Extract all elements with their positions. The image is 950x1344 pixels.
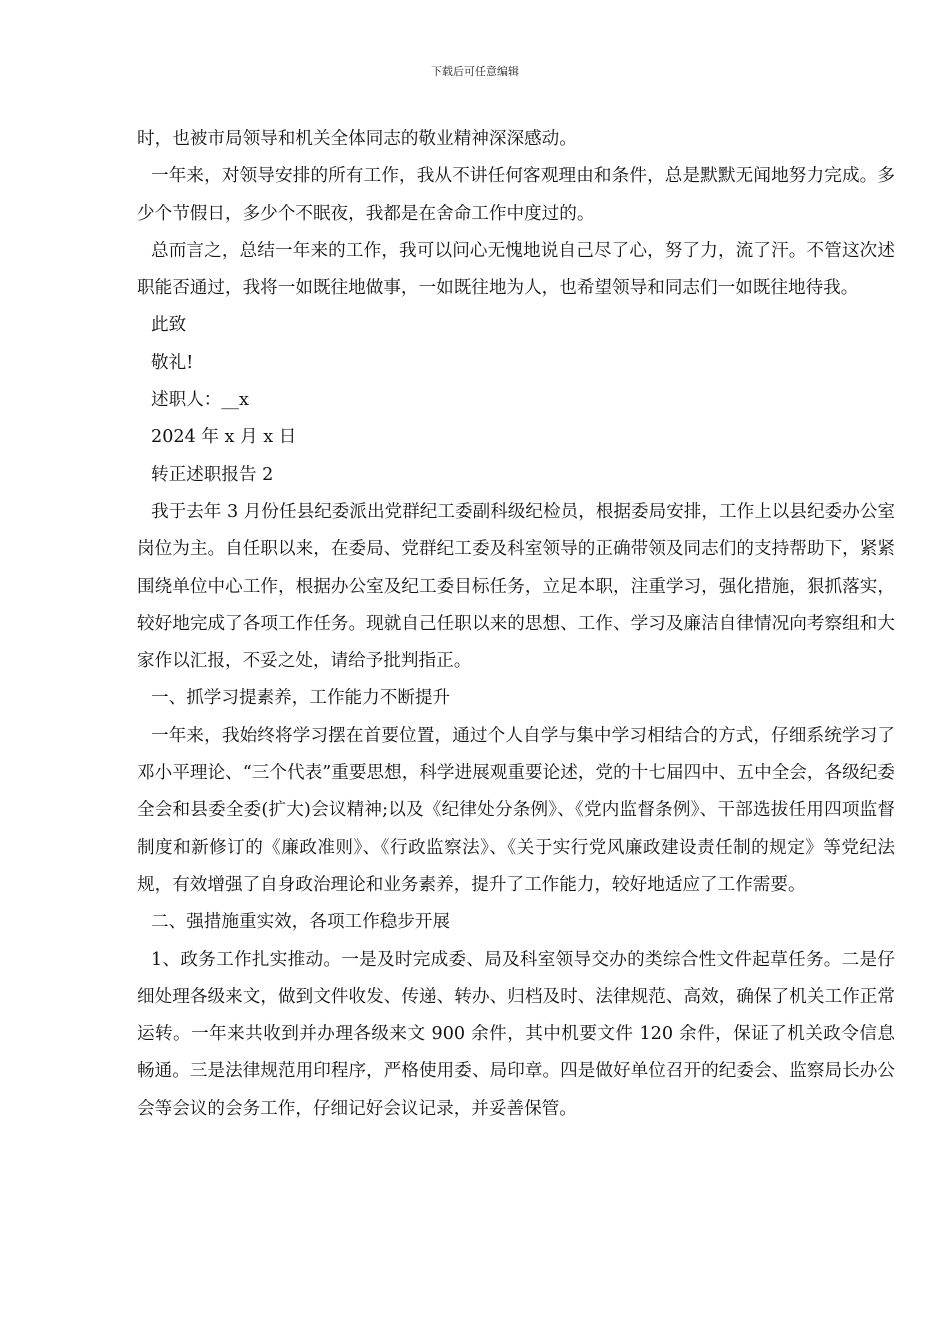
salutation: 敬礼! xyxy=(151,352,194,373)
document-body xyxy=(137,121,895,1128)
heading: 一、抓学习提素养，工作能力不断提升 xyxy=(151,688,451,709)
paragraph: 一年来，我始终将学习摆在首要位置，通过个人自学与集中学习相结合的方式，仔细系统学习了邓小平理论、“三个代表”重要思想，科学进展观重要论述，党的十七届四中、五中全会，各级纪委全会和县委全委(扩大)会议精神;以及《纪律处分条例》、《党内监督条例》、干部选拔任用四项监督制度和新修订的《廉政准则》、《行政监察法》、《关于实行党风廉政建设责任制的规定》等党纪法规，有效增强了自身政治理论和业务素养，提升了工作能力，较好地适应了工作需要。 xyxy=(137,725,895,895)
heading: 二、强措施重实效，各项工作稳步开展 xyxy=(151,912,451,933)
salutation: 此致 xyxy=(151,315,187,336)
date-line: 2024 年 x 月 x 日 xyxy=(151,427,297,448)
section-title: 转正述职报告 2 xyxy=(151,464,274,485)
paragraph: 时，也被市局领导和机关全体同志的敬业精神深深感动。 xyxy=(137,129,577,149)
signature-line: 述职人：__x xyxy=(151,390,249,411)
paragraph: 我于去年 3 月份任县纪委派出党群纪工委副科级纪检员，根据委局安排，工作上以县纪委办公室岗位为主。自任职以来，在委局、党群纪工委及科室领导的正确带领及同志们的支持帮助下，紧紧围绕单位中心工作，根据办公室及纪工委目标任务，立足本职，注重学习，强化措施，狠抓落实，较好地完成了各项工作任务。现就自己任职以来的思想、工作、学习及廉洁自律情况向考察组和大家作以汇报，不妥之处，请给予批判指正。 xyxy=(137,501,895,672)
paragraph: 一年来，对领导安排的所有工作，我从不讲任何客观理由和条件，总是默默无闻地努力完成。多少个节假日，多少个不眠夜，我都是在舍命工作中度过的。 xyxy=(137,166,895,224)
paragraph: 1、政务工作扎实推动。一是及时完成委、局及科室领导交办的类综合性文件起草任务。二是仔细处理各级来文，做到文件收发、传递、转办、归档及时、法律规范、高效，确保了机关工作正常运转。一年来共收到并办理各级来文 900 余件，其中机要文件 120 余件，保证了机关政令信息畅通。三是法律规范用印程序，严格使用委、局印章。四是做好单位召开的纪委会、监察局长办公会等会议的会务工作，仔细记好会议记录，并妥善保管。 xyxy=(137,949,895,1119)
paragraph: 总而言之，总结一年来的工作，我可以问心无愧地说自己尽了心，努了力，流了汗。不管这次述职能否通过，我将一如既往地做事，一如既往地为人，也希望领导和同志们一如既往地待我。 xyxy=(137,240,895,299)
page-header: 下载后可任意编辑 xyxy=(431,65,519,78)
